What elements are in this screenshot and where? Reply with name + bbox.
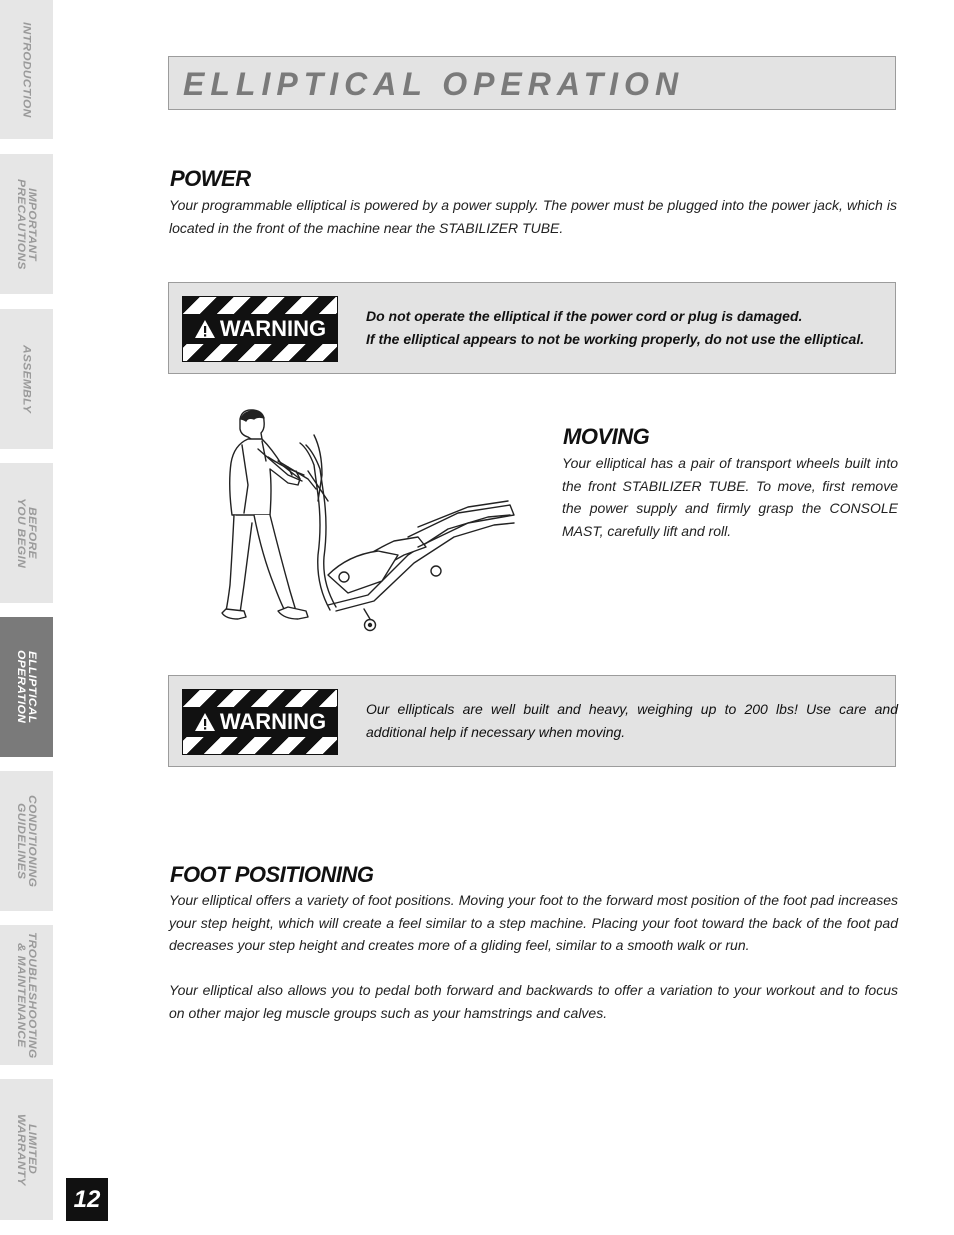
side-tab-label: BEFORE YOU BEGIN bbox=[14, 497, 39, 569]
warning-box-power bbox=[168, 282, 896, 374]
side-tab-label: IMPORTANT PRECAUTIONS bbox=[14, 178, 39, 270]
side-tab-before-you-begin[interactable] bbox=[0, 463, 53, 603]
side-tab-important-precautions[interactable] bbox=[0, 154, 53, 294]
warning-box-moving bbox=[168, 675, 896, 767]
side-tab-label: CONDITIONING GUIDELINES bbox=[14, 794, 39, 888]
warning-text-power bbox=[366, 305, 888, 350]
side-tab-label: LIMITED WARRANTY bbox=[14, 1113, 39, 1186]
side-tab-conditioning-guidelines[interactable] bbox=[0, 771, 53, 911]
person-moving-elliptical-illustration bbox=[218, 405, 518, 637]
power-body: Your programmable elliptical is powered by a power supply. The power must be plugged into the power jack, which is located in the front of the machine near the STABILIZER TUBE. bbox=[169, 197, 897, 236]
warning-triangle-icon bbox=[194, 319, 216, 339]
foot-positioning-para-2: Your elliptical also allows you to pedal both forward and backwards to offer a variation to your workout and to focus on other major leg muscle groups such as your hamstrings and calves. bbox=[169, 982, 898, 1021]
warning-sign bbox=[182, 689, 338, 755]
warning-label: WARNING bbox=[219, 709, 327, 734]
page-title: ELLIPTICAL OPERATION bbox=[183, 66, 685, 102]
side-tab-label: ELLIPTICAL OPERATION bbox=[14, 650, 39, 724]
warning-triangle-icon bbox=[194, 712, 216, 732]
side-tab-elliptical-operation[interactable] bbox=[0, 617, 53, 757]
warning-line-1: Do not operate the elliptical if the power cord or plug is damaged. bbox=[366, 308, 803, 324]
warning-line-2: If the elliptical appears to not be working properly, do not use the elliptical. bbox=[366, 330, 865, 347]
side-tab-troubleshooting-maintenance[interactable] bbox=[0, 925, 53, 1065]
warning-sign bbox=[182, 296, 338, 362]
side-tab-limited-warranty[interactable] bbox=[0, 1079, 53, 1220]
page-number: 12 bbox=[66, 1178, 108, 1221]
warning-label: WARNING bbox=[219, 316, 327, 341]
side-tab-assembly[interactable] bbox=[0, 309, 53, 449]
side-tab-label: TROUBLESHOOTING & MAINTENANCE bbox=[14, 931, 39, 1059]
foot-positioning-heading: FOOT POSITIONING bbox=[170, 862, 374, 887]
moving-heading: MOVING bbox=[563, 424, 650, 449]
moving-body: Your elliptical has a pair of transport wheels built into the front STABILIZER TUBE. To move, first remove the power supply and firmly grasp the CONSOLE MAST, carefully lift and roll. bbox=[562, 455, 898, 539]
side-tab-label: ASSEMBLY bbox=[20, 344, 33, 414]
side-tab-introduction[interactable] bbox=[0, 0, 53, 139]
power-heading: POWER bbox=[170, 166, 251, 191]
foot-positioning-para-1: Your elliptical offers a variety of foot positions. Moving your foot to the forward most position of the foot pad increases your step height, which will create a feel similar to a step machine. Placing your foot toward the back of the foot pad decreases your step height and creates more of a gliding feel, similar to a smooth walk or run. bbox=[169, 892, 898, 953]
warning-text-moving: Our ellipticals are well built and heavy, weighing up to 200 lbs! Use care and additional help if necessary when moving. bbox=[366, 701, 898, 740]
page-title-box bbox=[168, 56, 896, 110]
side-tab-label: INTRODUCTION bbox=[20, 21, 33, 118]
